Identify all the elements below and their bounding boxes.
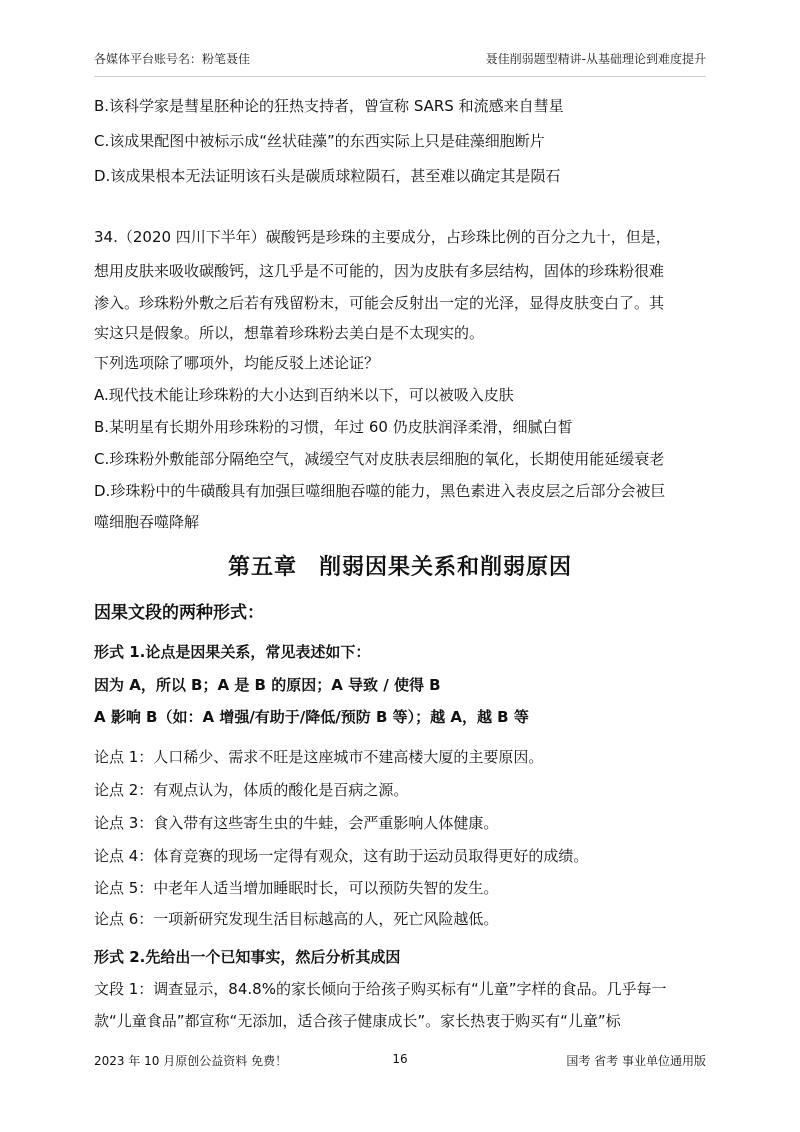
question-34-prompt: 下列选项除了哪项外，均能反驳上述论证？ <box>94 354 380 372</box>
form-1-expression-2: A 影响 B（如：A 增强/有助于/降低/预防 B 等）；越 A，越 B 等 <box>94 708 529 726</box>
footer-left-text: 2023 年 10 月原创公益资料 免费！ <box>94 1054 288 1068</box>
form-2-text-line-2: 款“儿童食品”都宣称“无添加，适合孩子健康成长”。家长热衷于购买有“儿童”标 <box>94 1012 621 1030</box>
argument-2: 论点 2：有观点认为，体质的酸化是百病之源。 <box>94 781 409 799</box>
question-34-line-2: 想用皮肤来吸收碳酸钙，这几乎是不可能的，因为皮肤有多层结构，固体的珍珠粉很难 <box>94 262 665 280</box>
header-left-text: 各媒体平台账号名：粉笔聂佳 <box>94 52 251 66</box>
footer-right-text: 国考 省考 事业单位通用版 <box>566 1054 706 1068</box>
section-title: 因果文段的两种形式： <box>94 603 264 623</box>
argument-4: 论点 4：体育竞赛的现场一定得有观众，这有助于运动员取得更好的成绩。 <box>94 847 589 865</box>
question-34-line-1: 34.（2020 四川下半年）碳酸钙是珍珠的主要成分，占珍珠比例的百分之九十，但是， <box>94 228 671 246</box>
question-34-option-d: D.珍珠粉中的牛磺酸具有加强巨噬细胞吞噬的能力，黑色素进入表皮层之后部分会被巨 <box>94 482 666 500</box>
form-2-title: 形式 2.先给出一个已知事实，然后分析其成因 <box>94 948 401 966</box>
chapter-title: 削弱因果关系和削弱原因 <box>319 555 573 580</box>
form-2-text-line-1: 文段 1：调查显示，84.8%的家长倾向于给孩子购买标有“儿童”字样的食品。几乎每一 <box>94 980 667 998</box>
argument-3: 论点 3：食入带有这些寄生虫的牛蛙，会严重影响人体健康。 <box>94 814 499 832</box>
question-34-option-d-cont: 噬细胞吞噬降解 <box>94 513 200 531</box>
argument-1: 论点 1：人口稀少、需求不旺是这座城市不建高楼大厦的主要原因。 <box>94 748 544 766</box>
argument-5: 论点 5：中老年人适当增加睡眠时长，可以预防失智的发生。 <box>94 879 499 897</box>
chapter-number: 第五章 <box>227 555 297 580</box>
page-header <box>94 50 706 70</box>
prev-option-c: C.该成果配图中被标示成“丝状硅藻”的东西实际上只是硅藻细胞断片 <box>94 132 545 150</box>
form-1-title: 形式 1.论点是因果关系，常见表述如下： <box>94 643 371 661</box>
page-footer <box>94 1052 706 1070</box>
question-34-line-4: 实这只是假象。所以，想靠着珍珠粉去美白是不太现实的。 <box>94 324 485 342</box>
form-1-expression-1: 因为 A，所以 B；A 是 B 的原因；A 导致 / 使得 B <box>94 676 441 694</box>
header-divider <box>94 76 706 77</box>
question-34-option-a: A.现代技术能让珍珠粉的大小达到百纳米以下，可以被吸入皮肤 <box>94 386 514 404</box>
question-34-line-3: 渗入。珍珠粉外敷之后若有残留粉末，可能会反射出一定的光泽，显得皮肤变白了。其 <box>94 294 665 312</box>
prev-option-b: B.该科学家是彗星胚种论的狂热支持者，曾宣称 SARS 和流感来自彗星 <box>94 97 564 115</box>
question-34-option-c: C.珍珠粉外敷能部分隔绝空气，减缓空气对皮肤表层细胞的氧化，长期使用能延缓衰老 <box>94 450 665 468</box>
prev-option-d: D.该成果根本无法证明该石头是碳质球粒陨石，甚至难以确定其是陨石 <box>94 167 561 185</box>
argument-6: 论点 6：一项新研究发现生活目标越高的人，死亡风险越低。 <box>94 910 499 928</box>
page-number: 16 <box>392 1052 408 1066</box>
chapter-heading <box>0 550 800 581</box>
question-34-option-b: B.某明星有长期外用珍珠粉的习惯，年过 60 仍皮肤润泽柔滑，细腻白皙 <box>94 418 573 436</box>
header-right-text: 聂佳削弱题型精讲-从基础理论到难度提升 <box>485 52 706 66</box>
